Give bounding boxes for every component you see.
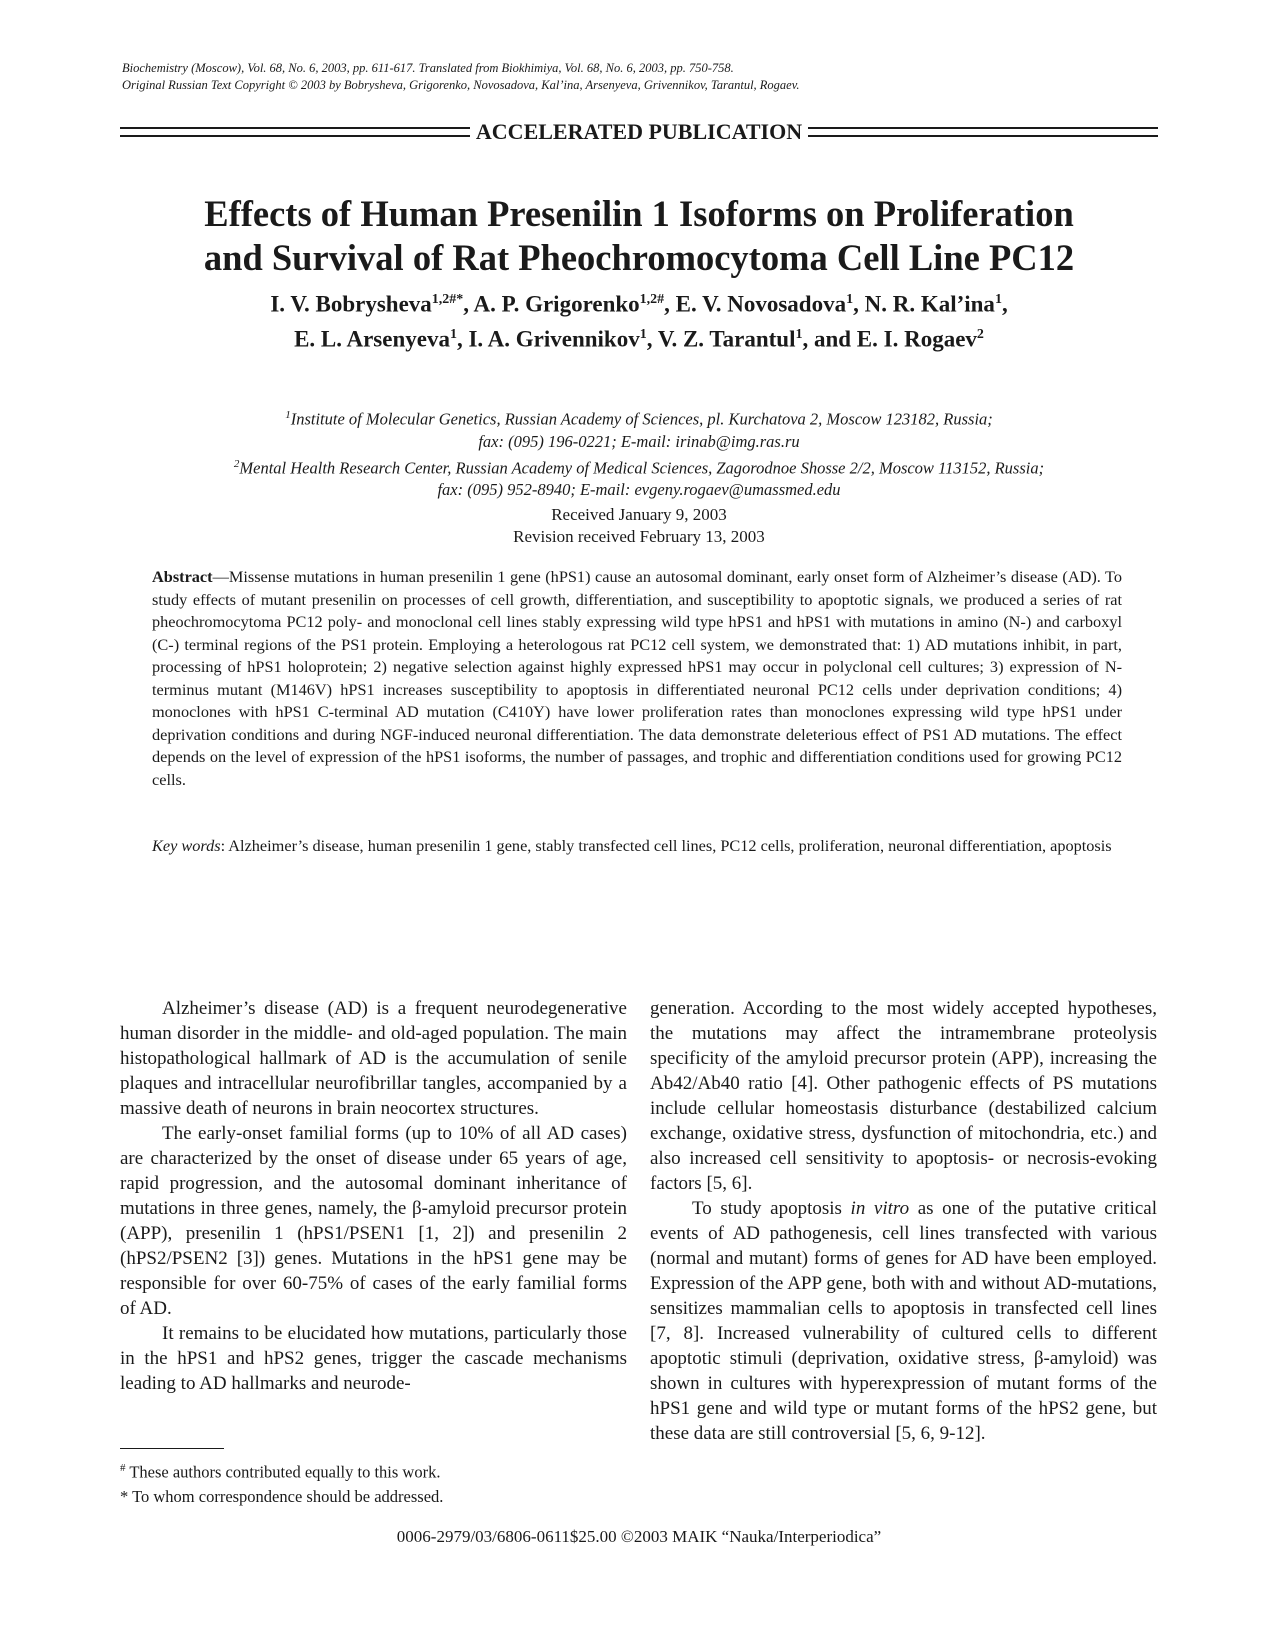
author-affiliation-sup: 1,2# [639, 292, 665, 307]
affiliation-1: $^1$Institute of Molecular Genetics, Russian Academy of Sciences, pl. Kurchatova 2, Moscow 123182, Russia; [285, 409, 993, 429]
article-title [120, 192, 1158, 280]
author-affiliation-sup: 1 [994, 292, 1002, 307]
footnotes [120, 1456, 627, 1509]
author-affiliation-sup: 1 [449, 326, 457, 342]
title-line-2: and Survival of Rat Pheochromocytoma Cell Line PC12 [203, 237, 1075, 278]
affiliation-2-contact: fax: (095) 952-8940; E-mail: evgeny.rogaev@umassmed.edu [437, 480, 841, 499]
title-line-1: Effects of Human Presenilin 1 Isoforms on Proliferation [204, 193, 1074, 234]
received-date: Received January 9, 2003 [551, 505, 727, 524]
abstract-label: Abstract [152, 567, 213, 586]
copyright-line: Original Russian Text Copyright © 2003 by Bobrysheva, Grigorenko, Novosadova, Kal’ina, Arsenyeva, Grivennikov, Tarantul, Rogaev. [122, 78, 800, 92]
affiliation-2: $^2$Mental Health Research Center, Russian Academy of Medical Sciences, Zagorodnoe Shosse 2/2, Moscow 113152, Russia; [233, 457, 1045, 477]
received-dates [120, 504, 1158, 548]
author-name: E. V. Novosadova [675, 291, 847, 317]
author-affiliation-sup: 1 [846, 292, 854, 307]
footnote-equal-contribution: # These authors contributed equally to this work. [120, 1462, 441, 1482]
affiliation-1-contact: fax: (095) 196-0221; E-mail: irinab@img.ras.ru [478, 431, 800, 451]
journal-citation: Biochemistry (Moscow), Vol. 68, No. 6, 2003, pp. 611-617. Translated from Biokhimiya, Vol. 68, No. 6, 2003, pp. 750-758. [122, 61, 734, 75]
body-paragraph: To study apoptosis in vitro as one of the putative critical events of AD pathogenesis, cell lines transfected with various (normal and mutant) forms of genes for AD have been employed. Expression of the APP gene, both with and without AD-mutations, sensitizes mammalian cells to apoptosis in transfected cell lines [7, 8]. Increased vulnerability of cultured cells to different apoptotic stimuli (deprivation, oxidative stress, β-amyloid) was shown in cultures with hyperexpression of mutant forms of the hPS1 gene and wild type or mutant forms of the hPS2 gene, but these data are still controversial [5, 6, 9-12]. [650, 1198, 1157, 1444]
abstract [152, 566, 1122, 791]
body-column-left [120, 996, 627, 1396]
author-affiliation-sup: 1 [795, 326, 803, 342]
revised-date: Revision received February 13, 2003 [513, 527, 765, 546]
body-paragraph: The early-onset familial forms (up to 10% of all AD cases) are characterized by the onset of disease under 65 years of age, rapid progression, and the autosomal dominant inheritance of mutations in three genes, namely, the β-amyloid precursor protein (APP), presenilin 1 (hPS1/PSEN1 [1, 2]) and presenilin 2 (hPS2/PSEN2 [3]) genes. Mutations in the hPS1 gene may be responsible for over 60-75% of cases of the early familial forms of AD. [120, 1123, 627, 1319]
author-name: I. A. Grivennikov [468, 326, 640, 352]
keywords [152, 835, 1122, 858]
body-paragraph: generation. According to the most widely accepted hypotheses, the mutations may affect the intramembrane proteolysis specificity of the amyloid precursor protein (APP), increasing the Ab42/Ab40 ratio [4]. Other pathogenic effects of PS mutations include cellular homeostasis disturbance (destabilized calcium exchange, oxidative stress, dysfunction of mitochondria, etc.) and also increased cell sensitivity to apoptosis- or necrosis-evoking factors [5, 6]. [650, 998, 1157, 1194]
author-name: E. I. Rogaev [856, 326, 977, 352]
author-name: I. V. Bobrysheva [270, 291, 432, 317]
journal-header [122, 60, 1162, 94]
footnote-rule [120, 1448, 224, 1449]
author-affiliation-sup: 2 [976, 326, 984, 342]
section-rule-right [808, 127, 1158, 137]
keywords-text: : Alzheimer’s disease, human presenilin 1 gene, stably transfected cell lines, PC12 cells, proliferation, neuronal differentiation, apoptosis [220, 836, 1112, 855]
author-line-2: E. L. Arsenyeva$^1$, I. A. Grivennikov$^1$, V. Z. Tarantul$^1$, and E. I. Rogaev$^2$ [294, 326, 984, 352]
body-paragraph: It remains to be elucidated how mutations, particularly those in the hPS1 and hPS2 genes, trigger the cascade mechanisms leading to AD hallmarks and neurode- [120, 1323, 627, 1394]
author-name: A. P. Grigorenko [473, 291, 640, 317]
footnote-correspondence: * To whom correspondence should be addressed. [120, 1486, 444, 1506]
author-name: N. R. Kal’ina [864, 291, 995, 317]
author-affiliation-sup: 1 [639, 326, 647, 342]
author-affiliation-sup: 1,2#* [431, 292, 464, 307]
body-column-right [650, 996, 1157, 1446]
affiliations [120, 404, 1158, 501]
section-rule-left [120, 127, 470, 137]
author-name: V. Z. Tarantul [657, 326, 796, 352]
body-paragraph: Alzheimer’s disease (AD) is a frequent neurodegenerative human disorder in the middle- and old-aged population. The main histopathological hallmark of AD is the accumulation of senile plaques and intracellular neurofibrillar tangles, accompanied by a massive death of neurons in brain neocortex structures. [120, 998, 627, 1119]
author-name: E. L. Arsenyeva [294, 326, 450, 352]
section-banner [120, 118, 1158, 146]
keywords-label: Key words [152, 836, 221, 855]
section-label: ACCELERATED PUBLICATION [475, 119, 803, 144]
author-line-1: I. V. Bobrysheva$^{1,2\#*}$, A. P. Grigorenko$^{1,2\#}$, E. V. Novosadova$^1$, N. R. Kal’ina$^1$, [270, 291, 1008, 317]
author-list [120, 285, 1158, 354]
abstract-text: —Missense mutations in human presenilin 1 gene (hPS1) cause an autosomal dominant, early onset form of Alzheimer’s disease (AD). To study effects of mutant presenilin on processes of cell growth, differentiation, and susceptibility to apoptotic signals, we produced a series of rat pheochromocytoma PC12 poly- and monoclonal cell lines stably expressing wild type hPS1 and hPS1 with mutations in amino (N-) and carboxyl (C-) terminal regions of the PS1 protein. Employing a heterologous rat PC12 cell system, we demonstrated that: 1) AD mutations inhibit, in part, processing of hPS1 holoprotein; 2) negative selection against highly expressed hPS1 may occur in polyclonal cell cultures; 3) expression of N-terminus mutant (M146V) hPS1 increases susceptibility to apoptosis in differentiated neuronal PC12 cells under deprivation conditions; 4) monoclones with hPS1 C-terminal AD mutation (C410Y) have lower proliferation rates than monoclones expressing wild type hPS1 under deprivation conditions and during NGF-induced neuronal differentiation. The data demonstrate deleterious effect of PS1 AD mutations. The effect depends on the level of expression of the hPS1 isoforms, the number of passages, and trophic and differentiation conditions used for growing PC12 cells. [152, 567, 1122, 789]
page-footer: 0006-2979/03/6806-0611$25.00 ©2003 MAIK “Nauka/Interperiodica” [396, 1527, 882, 1546]
